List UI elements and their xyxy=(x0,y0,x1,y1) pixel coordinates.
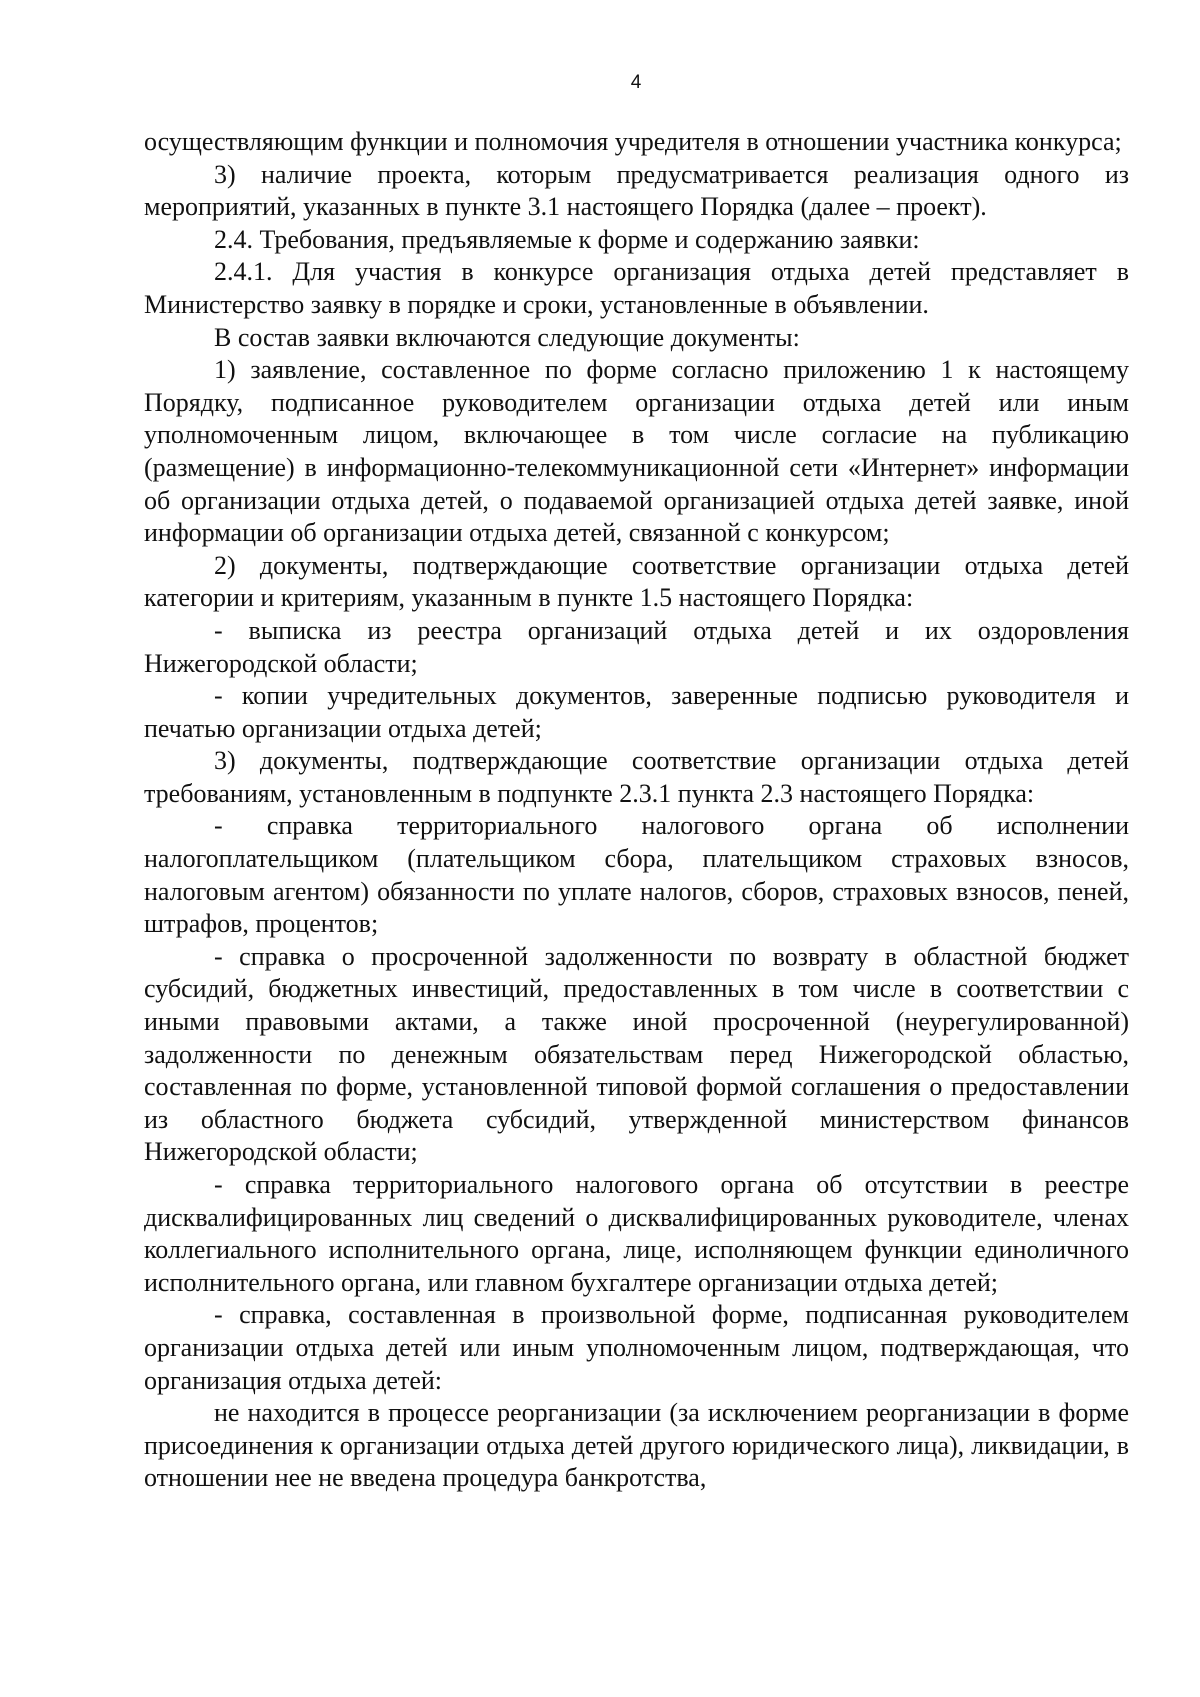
paragraph: В состав заявки включаются следующие документы: xyxy=(214,322,800,352)
paragraph: 3) документы, подтверждающие соответствие организации отдыха детей требованиям, установленным в подпункте 2.3.1 пункта 2.3 настоящего Порядка: xyxy=(144,746,1129,808)
paragraph: не находится в процессе реорганизации (за исключением реорганизации в форме присоединения к организации отдыха детей другого юридического лица), ликвидации, в отношении нее не введена процедура банкротства, xyxy=(144,1398,1129,1493)
paragraph: - справка, составленная в произвольной форме, подписанная руководителем организации отдыха детей или иным уполномоченным лицом, подтверждающая, что организация отдыха детей: xyxy=(144,1300,1129,1395)
paragraph: - справка территориального налогового органа об исполнении налогоплательщиком (плательщиком сбора, плательщиком страховых взносов, налоговым агентом) обязанности по уплате налогов, сборов, страховых взносов, пеней, штрафов, процентов; xyxy=(144,811,1129,939)
paragraph: осуществляющим функции и полномочия учредителя в отношении участника конкурса; xyxy=(144,127,1122,156)
paragraph: 3) наличие проекта, которым предусматривается реализация одного из мероприятий, указанных в пункте 3.1 настоящего Порядка (далее – проект). xyxy=(144,159,1129,222)
paragraph: - справка о просроченной задолженности по возврату в областной бюджет субсидий, бюджетных инвестиций, предоставленных в том числе в соответствии с иными правовыми актами, а также иной просроченной (неурегулированной) задолженности по денежным обязательствам перед Нижегородской областью, составленная по форме, установленной типовой формой соглашения о предоставлении из областного бюджета субсидий, утвержденной министерством финансов Нижегородской области; xyxy=(144,941,1129,1167)
document-body xyxy=(144,126,1129,1495)
paragraph: 2) документы, подтверждающие соответствие организации отдыха детей категории и критериям, указанным в пункте 1.5 настоящего Порядка: xyxy=(144,550,1129,613)
paragraph: - выписка из реестра организаций отдыха детей и их оздоровления Нижегородской области; xyxy=(144,615,1129,678)
paragraph: 1) заявление, составленное по форме согласно приложению 1 к настоящему Порядку, подписанное руководителем организации отдыха детей или иным уполномоченным лицом, включающее в том числе согласие на публикацию (размещение) в информационно-телекоммуникационной сети «Интернет» информации об организации отдыха детей, о подаваемой организацией отдыха детей заявке, иной информации об организации отдыха детей, связанной с конкурсом; xyxy=(144,355,1129,548)
page-number: 4 xyxy=(630,72,642,93)
paragraph: - справка территориального налогового органа об отсутствии в реестре дисквалифицированных лиц сведений о дисквалифицированных руководителе, членах коллегиального исполнительного органа, лице, исполняющем функции единоличного исполнительного органа, или главном бухгалтере организации отдыха детей; xyxy=(144,1170,1129,1297)
paragraph: 2.4.1. Для участия в конкурсе организация отдыха детей представляет в Министерство заявку в порядке и сроки, установленные в объявлении. xyxy=(144,257,1129,319)
paragraph: - копии учредительных документов, заверенные подписью руководителя и печатью организации отдыха детей; xyxy=(144,681,1129,743)
paragraph: 2.4. Требования, предъявляемые к форме и содержанию заявки: xyxy=(214,224,920,254)
